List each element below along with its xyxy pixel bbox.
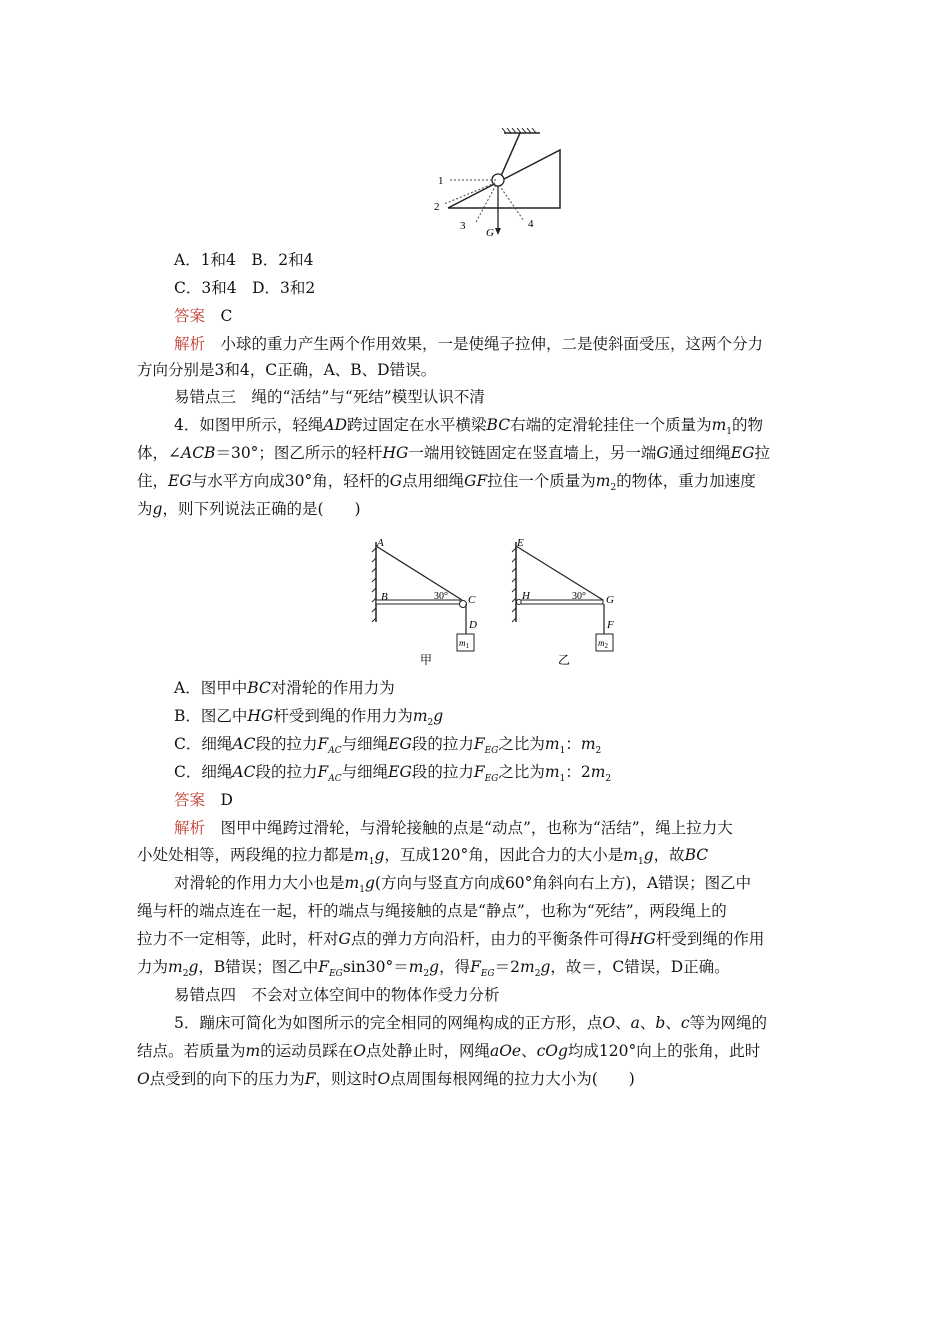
yi-label-h: H <box>522 590 530 602</box>
jia-label-d: D <box>469 619 477 631</box>
answer-label: 答案 <box>174 791 206 809</box>
fig1-label-2: 2 <box>434 201 440 213</box>
q4-option-d: C．细绳AC段的拉力$F_{AC}$与细绳EG段的拉力$F_{EG}$之比为$m_1$：$2m_2$ <box>174 763 612 785</box>
yi-caption: 乙 <box>558 653 571 667</box>
yi-label-e: E <box>517 537 524 549</box>
q3-analysis-2: 方向分别是3和4，C正确，A、B、D错误。 <box>137 361 437 379</box>
figure-ball-incline <box>420 128 570 244</box>
fig1-label-g: G <box>486 227 494 239</box>
q5-line-1: 5．蹦床可简化为如图所示的完全相同的网绳构成的正方形，点O、a、b、c等为网绳的 <box>174 1014 768 1032</box>
yi-mass: $m_2$ <box>598 638 608 650</box>
pit3-title: 易错点三 绳的“活结”与“死结”模型认识不清 <box>174 388 485 406</box>
analysis-label: 解析 <box>174 335 206 353</box>
q5-line-2: 结点。若质量为m的运动员踩在O点处静止时，网绳aOe、cOg均成120°向上的张角，此时 <box>137 1042 761 1060</box>
fig1-label-3: 3 <box>460 220 466 232</box>
yi-angle: 30° <box>572 591 586 602</box>
jia-label-b: B <box>381 591 388 603</box>
answer-label: 答案 <box>174 307 206 325</box>
yi-label-f: F <box>607 619 614 631</box>
jia-label-c: C <box>468 594 476 606</box>
q4-option-a: A．图甲中BC对滑轮的作用力为 <box>174 679 395 697</box>
fig1-label-1: 1 <box>438 175 444 187</box>
q4-analysis-3: 对滑轮的作用力大小也是$m_1g$(方向与竖直方向成60°角斜向右上方)，A错误；图乙中 <box>174 874 752 896</box>
answer-value: C <box>220 307 233 325</box>
jia-angle: 30° <box>434 591 448 602</box>
q5-line-3: O点受到的向下的压力为F，则这时O点周围每根网绳的拉力大小为( ) <box>137 1070 635 1088</box>
fig1-label-4: 4 <box>528 218 534 230</box>
q3-answer <box>174 306 854 326</box>
jia-mass: $m_1$ <box>459 638 469 650</box>
q4-analysis-4: 绳与杆的端点连在一起，杆的端点与绳接触的点是“静点”，也称为“死结”，两段绳上的 <box>137 902 727 920</box>
q4-option-b: B．图乙中HG杆受到绳的作用力为$m_2g$ <box>174 707 444 729</box>
q3-analysis-1 <box>174 334 854 354</box>
figure-jia-yi <box>362 532 628 672</box>
q4-line-1: 4．如图甲所示，轻绳AD跨过固定在水平横梁BC右端的定滑轮挂住一个质量为$m_1$的物 <box>174 416 764 438</box>
analysis-text: 小球的重力产生两个作用效果，一是使绳子拉伸，二是使斜面受压，这两个分力 <box>220 335 764 353</box>
answer-value: D <box>220 791 233 809</box>
q4-analysis-1: 解析 图甲中绳跨过滑轮，与滑轮接触的点是“动点”，也称为“活结”，绳上拉力大 <box>174 819 733 837</box>
jia-caption: 甲 <box>420 653 433 667</box>
q4-answer <box>174 790 854 810</box>
analysis-label: 解析 <box>174 819 206 837</box>
q3-options-cd: C．3和4 D．3和2 <box>174 279 316 297</box>
q4-line-4: 为g，则下列说法正确的是( ) <box>137 500 361 518</box>
q3-options-ab: A．1和4 B．2和4 <box>174 251 314 269</box>
q4-analysis-2: 小处处相等，两段绳的拉力都是$m_1g$，互成120°角，因此合力的大小是$m_1g$，故BC <box>137 846 709 868</box>
jia-label-a: A <box>377 537 384 549</box>
pit4-title: 易错点四 不会对立体空间中的物体作受力分析 <box>174 986 500 1004</box>
q4-line-2: 体，∠ACB＝30°；图乙所示的轻杆HG一端用铰链固定在竖直墙上，另一端G通过细绳EG拉 <box>137 444 770 462</box>
q4-analysis-6: 力为$m_2g$，B错误；图乙中$F_{EG}\sin 30^\circ=m_2g$，得$F_{EG}=2m_2g$，故＝，C错误，D正确。 <box>137 958 730 980</box>
q4-line-3: 住，EG与水平方向成30°角，轻杆的G点用细绳GF拉住一个质量为$m_2$的物体，重力加速度 <box>137 472 756 494</box>
q4-analysis-5: 拉力不一定相等，此时，杆对G点的弹力方向沿杆，由力的平衡条件可得HG杆受到绳的作用 <box>137 930 765 948</box>
q4-option-c: C．细绳AC段的拉力$F_{AC}$与细绳EG段的拉力$F_{EG}$之比为$m_1$：$m_2$ <box>174 735 602 757</box>
yi-label-g: G <box>606 594 614 606</box>
